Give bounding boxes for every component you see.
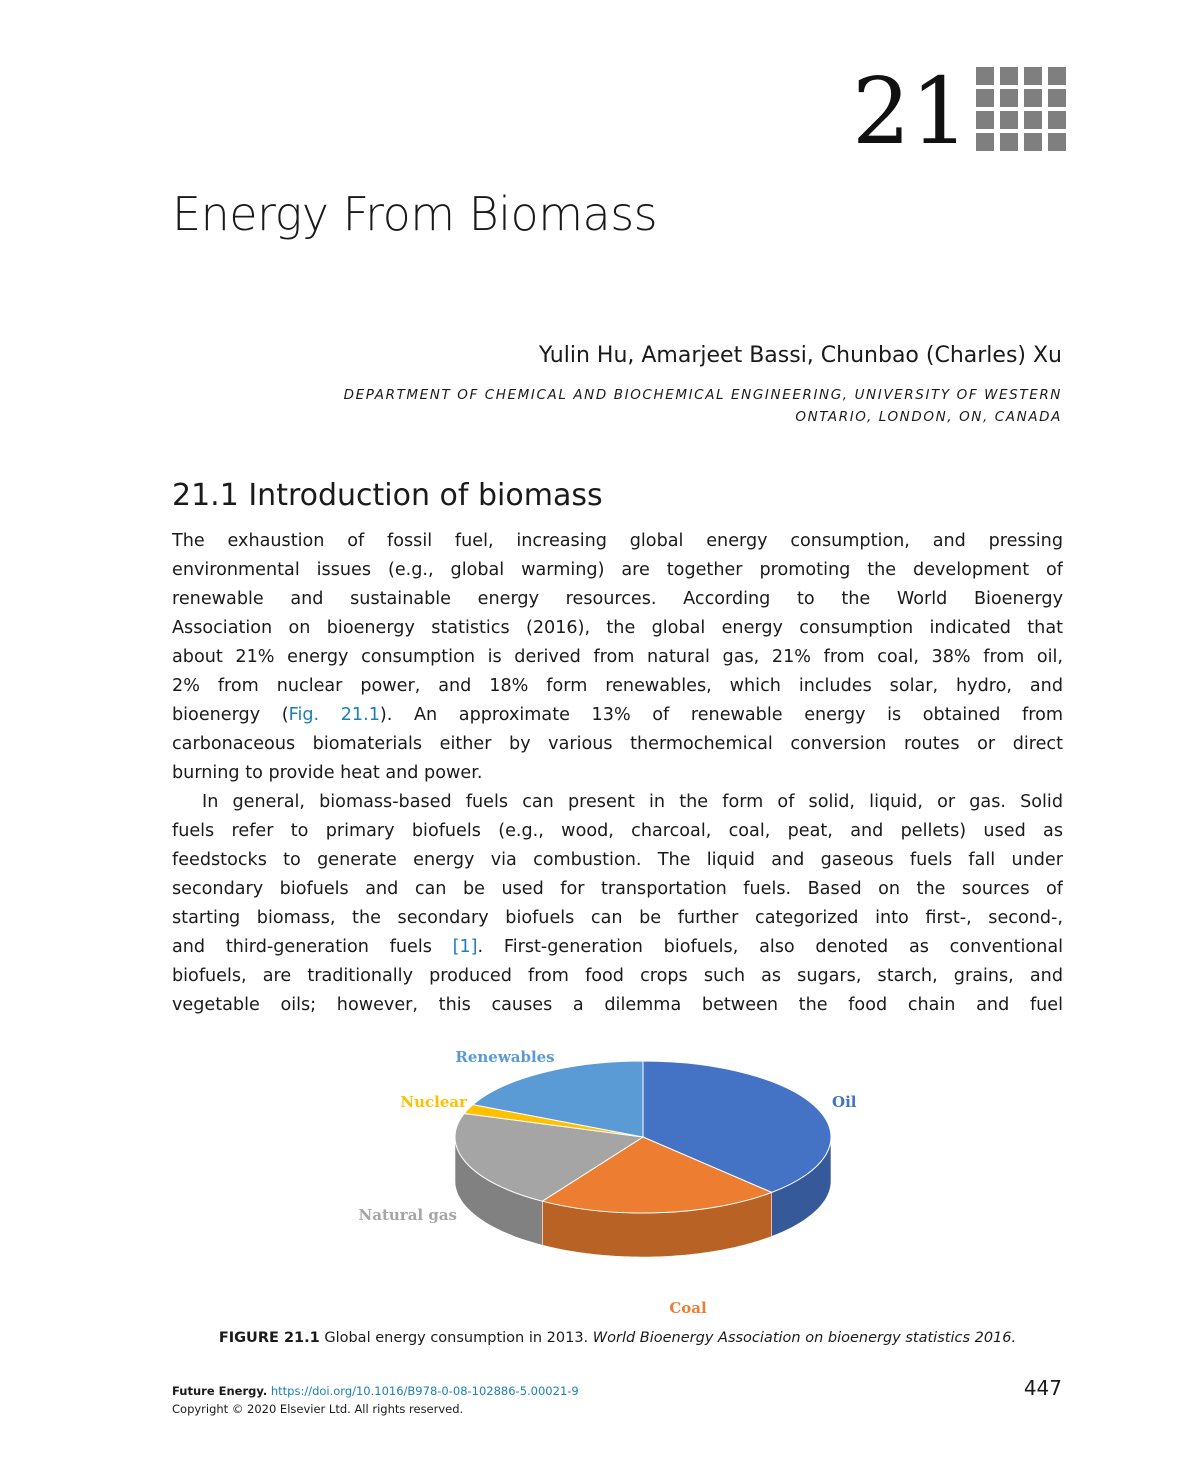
journal-name: Future Energy.: [172, 1384, 268, 1398]
footer: [172, 1382, 579, 1418]
affiliation-line: ONTARIO, LONDON, ON, CANADA: [795, 409, 1062, 425]
decor-square: [976, 133, 994, 151]
decor-square: [976, 111, 994, 129]
affiliation: [200, 384, 1062, 428]
authors: Yulin Hu, Amarjeet Bassi, Chunbao (Charles) Xu: [538, 343, 1062, 368]
figure-reference-link[interactable]: Fig. 21.1: [288, 705, 380, 725]
text-line: about 21% energy consumption is derived from natural gas, 21% from coal, 38% from oil,: [172, 647, 1063, 667]
text-line: secondary biofuels and can be used for transportation fuels. Based on the sources of: [172, 879, 1063, 899]
citation-link[interactable]: [1]: [452, 937, 478, 957]
body-text: [172, 527, 1063, 1020]
text-fragment: bioenergy (: [172, 705, 289, 725]
decor-square: [976, 89, 994, 107]
pie-label-nuclear: Nuclear: [400, 1093, 467, 1111]
text-line: starting biomass, the secondary biofuels can be further categorized into first-, second-,: [172, 908, 1063, 928]
text-line: Association on bioenergy statistics (2016), the global energy consumption indicated that: [172, 618, 1063, 638]
chapter-title: Energy From Biomass: [172, 187, 658, 241]
chapter-decoration: [976, 67, 1066, 153]
text-fragment: . First-generation biofuels, also denoted as conventional: [477, 937, 1063, 957]
text-line: vegetable oils; however, this causes a dilemma between the food chain and fuel: [172, 995, 1063, 1015]
pie-top-group: [455, 1061, 831, 1213]
doi-link[interactable]: https://doi.org/10.1016/B978-0-08-102886-5.00021-9: [270, 1384, 579, 1398]
decor-square: [1024, 89, 1042, 107]
caption-label: FIGURE 21.1: [218, 1330, 320, 1346]
text-fragment: and third-generation fuels: [172, 937, 453, 957]
decor-square: [1000, 111, 1018, 129]
pie-label-renewables: Renewables: [455, 1048, 555, 1066]
text-line: 2% from nuclear power, and 18% form renewables, which includes solar, hydro, and: [172, 676, 1063, 696]
decor-square: [1048, 67, 1066, 85]
decor-square: [1024, 133, 1042, 151]
text-line: burning to provide heat and power.: [172, 763, 483, 783]
text-fragment: ). An approximate 13% of renewable energy is obtained from: [379, 705, 1063, 725]
text-line: fuels refer to primary biofuels (e.g., wood, charcoal, coal, peat, and pellets) used as: [172, 821, 1063, 841]
decor-square: [1048, 111, 1066, 129]
pie-label-natural-gas: Natural gas: [358, 1206, 457, 1224]
text-line: The exhaustion of fossil fuel, increasing global energy consumption, and pressing: [172, 531, 1063, 551]
text-line: feedstocks to generate energy via combustion. The liquid and gaseous fuels fall under: [172, 850, 1063, 870]
decor-square: [1048, 133, 1066, 151]
text-line: [172, 701, 1063, 730]
text-line: [172, 933, 1063, 962]
decor-square: [1000, 67, 1018, 85]
chapter-number: 21: [852, 58, 970, 165]
text-line: In general, biomass-based fuels can present in the form of solid, liquid, or gas. Solid: [202, 792, 1063, 812]
pie-label-coal: Coal: [669, 1299, 707, 1317]
caption-text: Global energy consumption in 2013.: [319, 1330, 593, 1346]
figure-caption: [172, 1326, 1063, 1350]
decor-square: [1024, 67, 1042, 85]
decor-square: [1000, 89, 1018, 107]
caption-source: World Bioenergy Association on bioenergy statistics 2016.: [592, 1330, 1017, 1346]
text-line: renewable and sustainable energy resources. According to the World Bioenergy: [172, 589, 1063, 609]
pie-chart: [340, 1040, 900, 1330]
pie-label-oil: Oil: [832, 1093, 857, 1111]
decor-square: [1000, 133, 1018, 151]
decor-square: [1024, 111, 1042, 129]
text-line: carbonaceous biomaterials either by various thermochemical conversion routes or direct: [172, 734, 1063, 754]
copyright: Copyright © 2020 Elsevier Ltd. All rights reserved.: [172, 1402, 464, 1416]
text-line: environmental issues (e.g., global warming) are together promoting the development of: [172, 560, 1063, 580]
affiliation-line: DEPARTMENT OF CHEMICAL AND BIOCHEMICAL ENGINEERING, UNIVERSITY OF WESTERN: [343, 387, 1062, 403]
section-heading: 21.1 Introduction of biomass: [172, 478, 603, 513]
decor-square: [976, 67, 994, 85]
page-number: 447: [1023, 1376, 1062, 1400]
text-line: biofuels, are traditionally produced from food crops such as sugars, starch, grains, and: [172, 966, 1063, 986]
decor-square: [1048, 89, 1066, 107]
